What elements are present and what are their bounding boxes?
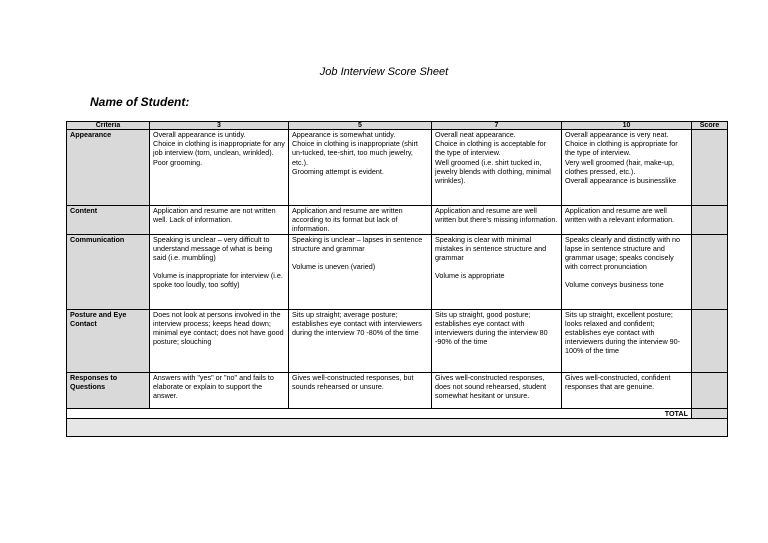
rubric-text: Sits up straight; average posture; establishes eye contact with interviewers during the interview 70 -80% of the time — [292, 309, 422, 338]
rubric-text: Application and resume are well written but there's missing information. — [435, 206, 558, 225]
rubric-text: Overall appearance is very neat. — [565, 130, 669, 139]
rubric-cell-7 — [432, 372, 562, 408]
header-score-5: 5 — [289, 122, 432, 130]
rubric-text — [565, 271, 688, 280]
rubric-text: Poor grooming. — [153, 157, 203, 167]
header-row — [67, 122, 728, 130]
header-criteria: Criteria — [67, 122, 150, 130]
rubric-text: Does not look at persons involved in the interview process; keeps head down; minimal eye contact; does not have good posture; slouching — [153, 309, 284, 347]
rubric-cell-7 — [432, 206, 562, 235]
rubric-text: Answers with "yes" or "no" and fails to elaborate or explain to support the answer. — [153, 372, 274, 401]
student-name-label: Name of Student: — [90, 95, 190, 109]
blank-cell — [67, 418, 728, 436]
header-score-7: 7 — [432, 122, 562, 130]
criteria-cell: Responses to Questions — [67, 372, 150, 408]
rubric-text: Appearance is somewhat untidy. — [292, 130, 396, 139]
rubric-text — [435, 262, 558, 271]
table-row — [67, 206, 728, 235]
rubric-text: Speaking is unclear – very difficult to understand message of what is being said (i.e. mumbling) — [153, 234, 273, 263]
score-input-cell[interactable] — [692, 309, 728, 372]
header-score-10: 10 — [562, 122, 692, 130]
rubric-cell-3 — [150, 309, 289, 372]
rubric-text — [292, 253, 428, 262]
rubric-cell-3 — [150, 372, 289, 408]
rubric-cell-7 — [432, 234, 562, 309]
rubric-cell-5 — [289, 206, 432, 235]
rubric-text — [153, 262, 285, 271]
criteria-cell: Posture and Eye Contact — [67, 309, 150, 372]
criteria-cell: Content — [67, 206, 150, 235]
rubric-text: Volume is appropriate — [435, 271, 505, 281]
rubric-text: Gives well-constructed responses, does not sound rehearsed, student somewhat hesitant or unsure. — [435, 372, 547, 401]
rubric-text: Overall appearance is businesslike — [565, 176, 677, 186]
rubric-cell-3 — [150, 234, 289, 309]
rubric-cell-10 — [562, 130, 692, 206]
criteria-cell: Communication — [67, 234, 150, 309]
rubric-text: Choice in clothing is inappropriate for any job interview (torn, unclean, wrinkled). — [153, 139, 285, 158]
rubric-text: Volume is inappropriate for interview (i.e. spoke too loudly, too softly) — [153, 271, 283, 290]
rubric-cell-10 — [562, 234, 692, 309]
document-title: Job Interview Score Sheet — [319, 66, 449, 78]
total-row — [67, 408, 728, 418]
rubric-text: Well groomed (i.e. shirt tucked in, jewelry blends with clothing, minimal wrinkles). — [435, 157, 551, 186]
total-score-cell[interactable] — [692, 408, 728, 418]
rubric-text: Application and resume are written according to its format but lack of information. — [292, 206, 403, 234]
rubric-cell-5 — [289, 372, 432, 408]
rubric-text: Choice in clothing is acceptable for the type of interview. — [435, 139, 547, 158]
blank-row — [67, 418, 728, 436]
header-score-3: 3 — [150, 122, 289, 130]
score-input-cell[interactable] — [692, 372, 728, 408]
rubric-cell-3 — [150, 206, 289, 235]
rubric-text: Sits up straight, excellent posture; looks relaxed and confident; establishes eye contact with interviewers during the interview 90-100% of the time — [565, 309, 681, 356]
table-row — [67, 372, 728, 408]
header-score: Score — [692, 122, 728, 130]
score-input-cell[interactable] — [692, 234, 728, 309]
table-row — [67, 130, 728, 206]
criteria-cell: Appearance — [67, 130, 150, 206]
rubric-text: Overall appearance is untidy. — [153, 130, 246, 139]
rubric-cell-5 — [289, 234, 432, 309]
rubric-text: Sits up straight, good posture; establishes eye contact with interviewers during the interview 80 -90% of the time — [435, 309, 548, 347]
table-row — [67, 309, 728, 372]
rubric-text: Choice in clothing is appropriate for the type of interview. — [565, 139, 678, 158]
rubric-text: Grooming attempt is evident. — [292, 166, 384, 176]
score-input-cell[interactable] — [692, 206, 728, 235]
rubric-cell-10 — [562, 206, 692, 235]
rubric-text: Gives well-constructed, confident responses that are genuine. — [565, 372, 671, 391]
rubric-text: Application and resume are not written well. Lack of information. — [153, 206, 276, 225]
rubric-cell-7 — [432, 130, 562, 206]
score-input-cell[interactable] — [692, 130, 728, 206]
rubric-text: Volume conveys business tone — [565, 280, 664, 290]
rubric-text: Application and resume are well written with a relevant information. — [565, 206, 675, 225]
rubric-cell-10 — [562, 372, 692, 408]
rubric-text: Speaking is clear with minimal mistakes in sentence structure and grammar — [435, 234, 547, 263]
rubric-text: Overall neat appearance. — [435, 130, 516, 139]
rubric-text: Very well groomed (hair, make-up, clothes pressed, etc.). — [565, 157, 675, 176]
rubric-cell-10 — [562, 309, 692, 372]
total-label: TOTAL — [67, 408, 692, 418]
rubric-text: Speaks clearly and distinctly with no lapse in sentence structure and grammar usage; speaks concisely with correct pronunciation — [565, 234, 681, 272]
rubric-cell-3 — [150, 130, 289, 206]
rubric-cell-7 — [432, 309, 562, 372]
rubric-cell-5 — [289, 130, 432, 206]
rubric-text: Gives well-constructed responses, but sounds rehearsed or unsure. — [292, 372, 414, 391]
table-row — [67, 234, 728, 309]
rubric-text: Volume is uneven (varied) — [292, 262, 376, 272]
rubric-text: Speaking is unclear – lapses in sentence structure and grammar — [292, 234, 423, 253]
rubric-cell-5 — [289, 309, 432, 372]
score-table — [66, 121, 728, 437]
rubric-text: Choice in clothing is inappropriate (shirt un-tucked, tee-shirt, too much jewelry, etc.). — [292, 139, 418, 167]
